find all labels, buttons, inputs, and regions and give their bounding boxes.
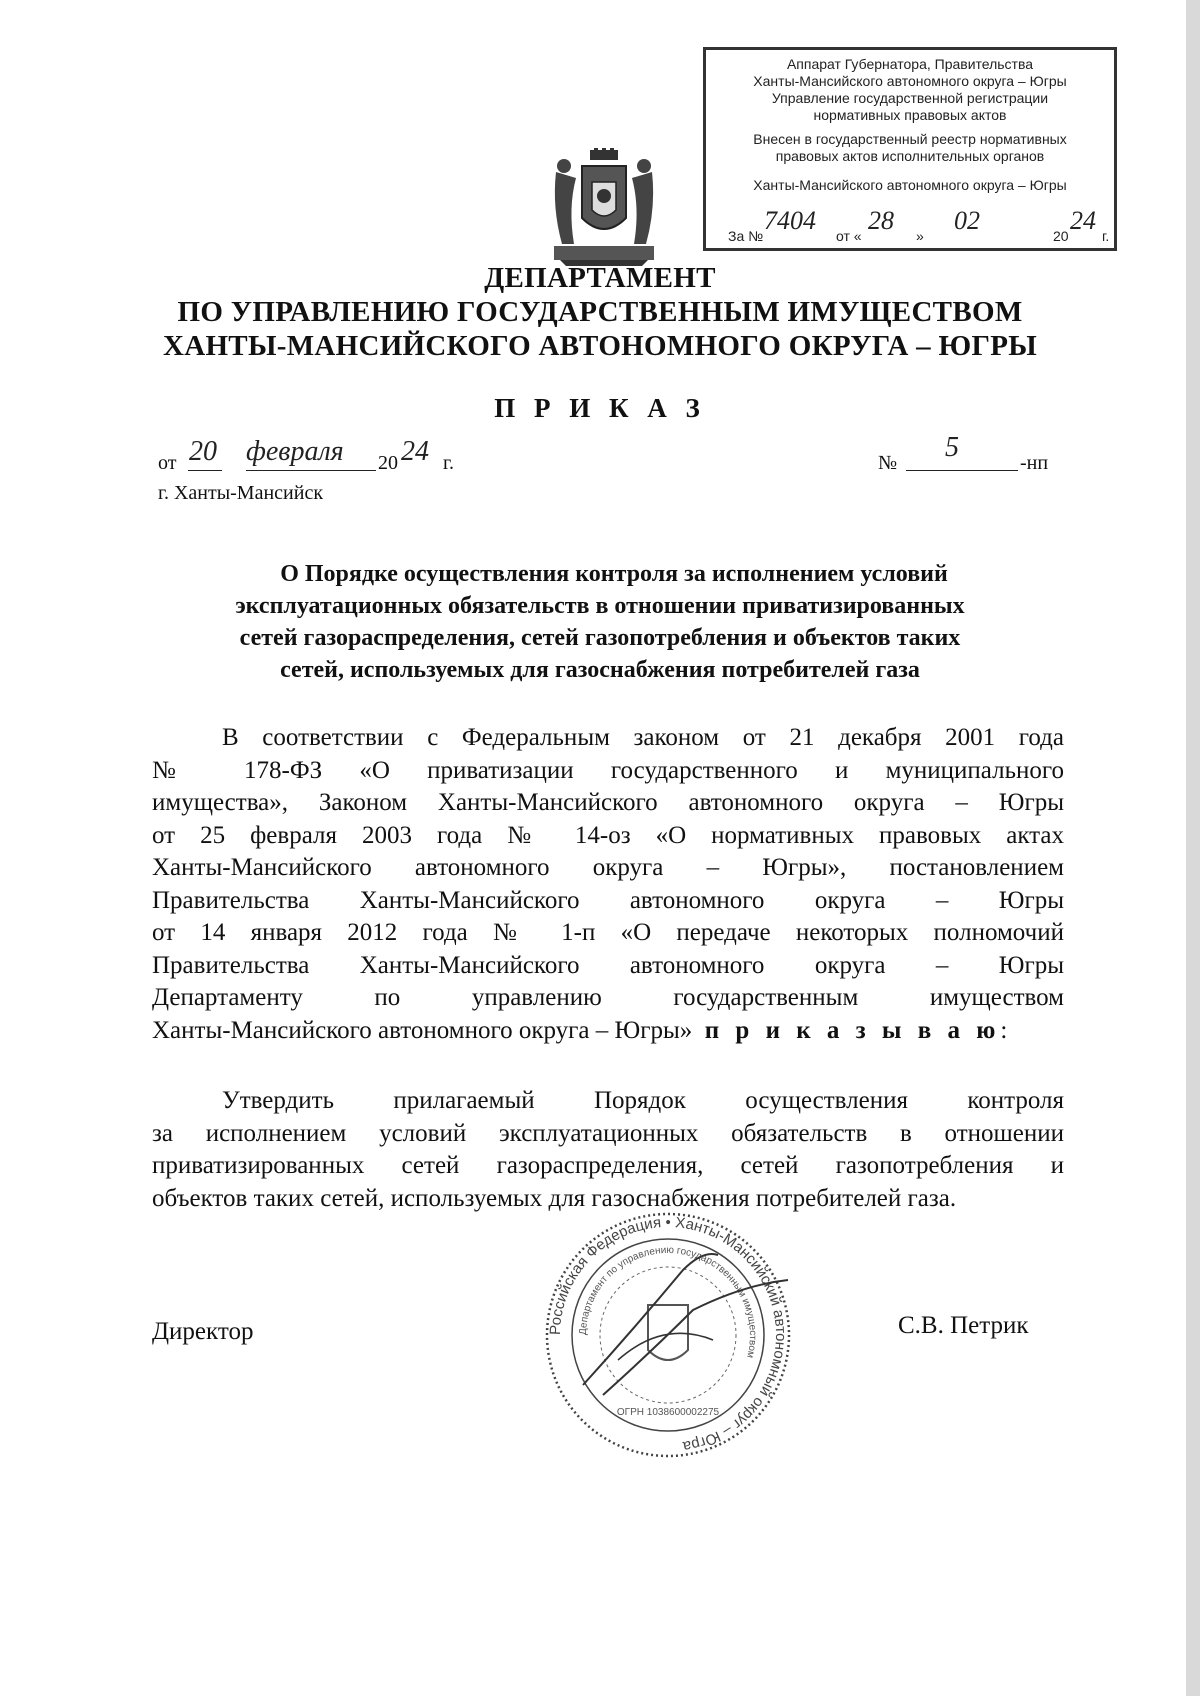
body1-verb: п р и к а з ы в а ю	[704, 1016, 1001, 1044]
body-paragraph-1	[152, 722, 1064, 1047]
stamp-registration-row	[728, 206, 1110, 250]
body-line: В соответствии с Федеральным законом от 21 декабря 2001 года	[222, 724, 1064, 751]
official-seal	[543, 1210, 793, 1460]
body-line: Утвердить прилагаемый Порядок осуществления контроля	[222, 1087, 1064, 1114]
stamp-reg-from: от «	[836, 228, 862, 244]
date-prefix: от	[158, 452, 177, 474]
seal-inner-text: Департамент по управлению государственным имуществом	[577, 1244, 759, 1360]
stamp-reg-month: 02	[954, 206, 980, 235]
order-number-prefix: №	[878, 452, 898, 474]
body-line: за исполнением условий эксплуатационных обязательств в отношении	[152, 1119, 1064, 1147]
stamp-reg-year-suffix: 24	[1070, 206, 1096, 235]
title-line: сетей газораспределения, сетей газопотребления и объектов таких	[239, 625, 961, 651]
seal-outer-text: Российская Федерация • Ханты-Мансийский автономный округ – Югра	[546, 1213, 790, 1455]
body-line: № 178-ФЗ «О приватизации государственного и муниципального	[152, 756, 1064, 784]
stamp-line: Аппарат Губернатора, Правительства	[786, 56, 1034, 72]
stamp-line: правовых актов исполнительных органов	[775, 148, 1045, 164]
city-name: г. Ханты-Мансийск	[158, 482, 324, 504]
registration-stamp	[703, 47, 1117, 251]
body-paragraph-2	[152, 1085, 1064, 1215]
body-line: Правительства Ханты-Мансийского автономного округа – Югры	[152, 951, 1064, 979]
signature-name: С.В. Петрик	[898, 1312, 1029, 1339]
body-line: от 14 января 2012 года № 1-п «О передаче некоторых полномочий	[152, 919, 1064, 946]
order-number: 5	[945, 432, 959, 463]
body-line: имущества», Законом Ханты-Мансийского автономного округа – Югры	[152, 789, 1064, 816]
stamp-line: Внесен в государственный реестр нормативных	[753, 131, 1067, 147]
title-line: О Порядке осуществления контроля за исполнением условий	[280, 561, 948, 587]
body1-colon: :	[1000, 1016, 1008, 1044]
order-word: П Р И К А З	[494, 393, 706, 423]
signature-position: Директор	[152, 1318, 254, 1345]
title-line: эксплуатационных обязательств в отношении приватизированных	[235, 593, 965, 619]
body-line-last: объектов таких сетей, используемых для газоснабжения потребителей газа.	[152, 1184, 957, 1212]
department-title-line3: ХАНТЫ-МАНСИЙСКОГО АВТОНОМНОГО ОКРУГА – ЮГРЫ	[162, 330, 1038, 362]
body-line: Ханты-Мансийского автономного округа – Югры», постановлением	[152, 854, 1064, 881]
stamp-line: Ханты-Мансийского автономного округа – Югры	[753, 177, 1067, 193]
body-line-last	[152, 1015, 1064, 1048]
seal-ogrn: ОГРН 1038600002275	[616, 1407, 720, 1418]
stamp-reg-number: 7404	[764, 206, 816, 235]
order-title	[140, 558, 1060, 686]
date-suffix: г.	[443, 452, 454, 474]
date-year-prefix: 20	[378, 452, 398, 474]
stamp-line: Управление государственной регистрации	[771, 90, 1049, 106]
stamp-line: нормативных правовых актов	[813, 107, 1007, 123]
body-line: приватизированных сетей газораспределения, сетей газопотребления и	[152, 1152, 1064, 1179]
stamp-reg-day: 28	[868, 206, 894, 235]
date-month: февраля	[246, 436, 344, 467]
body1-last-text: Ханты-Мансийского автономного округа – Югры»	[152, 1016, 693, 1044]
stamp-reg-quote: »	[916, 228, 924, 244]
date-year-suffix: 24	[401, 436, 429, 467]
coat-of-arms-icon	[550, 148, 658, 266]
stamp-reg-year-prefix: 20	[1053, 228, 1069, 244]
stamp-reg-year-end: г.	[1102, 228, 1110, 244]
body-line: Правительства Ханты-Мансийского автономного округа – Югры	[152, 886, 1064, 914]
order-number-suffix: -нп	[1020, 452, 1049, 474]
page-edge	[1186, 0, 1200, 1696]
department-title-line1: ДЕПАРТАМЕНТ	[484, 262, 716, 294]
stamp-reg-prefix: За №	[728, 228, 764, 244]
date-day: 20	[189, 436, 217, 467]
body-line: Департаменту по управлению государственным имуществом	[152, 984, 1064, 1011]
body-line: от 25 февраля 2003 года № 14-оз «О нормативных правовых актах	[152, 821, 1064, 849]
title-line: сетей, используемых для газоснабжения потребителей газа	[280, 657, 920, 683]
stamp-line: Ханты-Мансийского автономного округа – Югры	[753, 73, 1067, 89]
department-title-line2: ПО УПРАВЛЕНИЮ ГОСУДАРСТВЕННЫМ ИМУЩЕСТВОМ	[177, 296, 1023, 328]
